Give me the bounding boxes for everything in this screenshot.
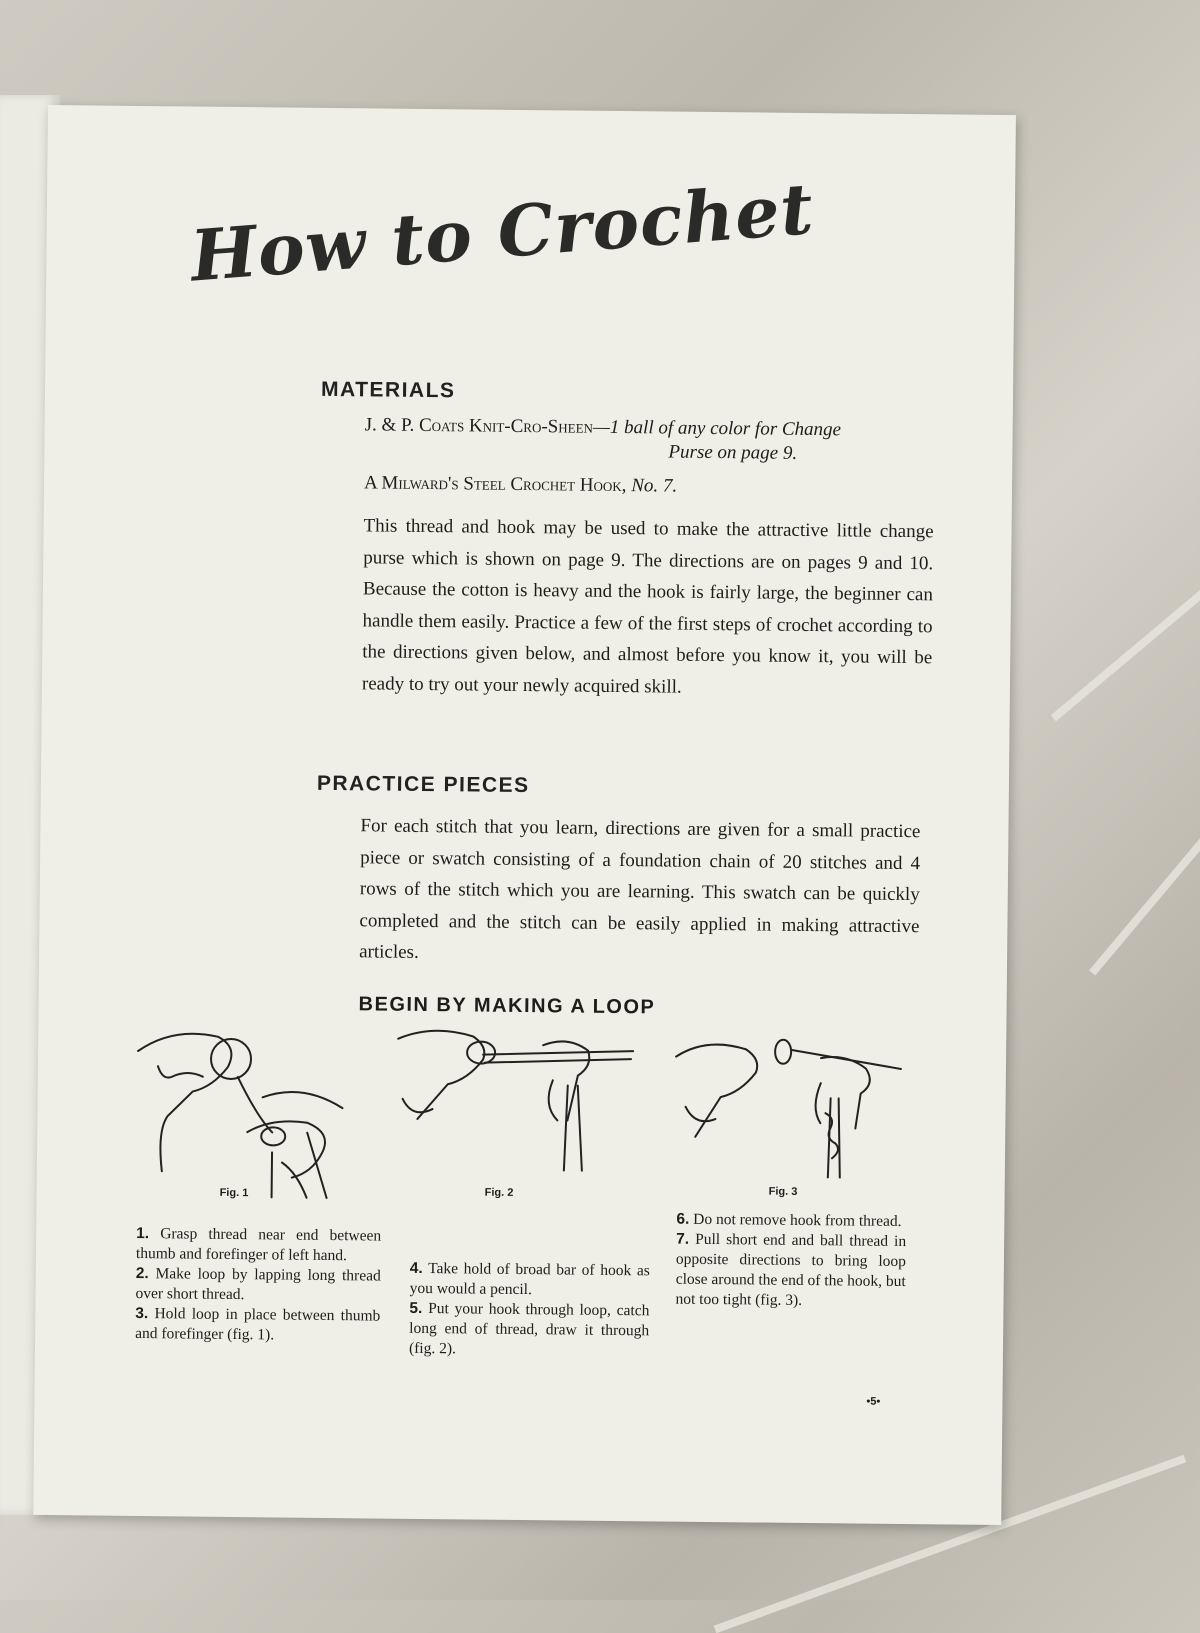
practice-paragraph: For each stitch that you learn, directions are given for a small practice piece or swatch consisting of a foundation chain of 20 stitches and 4 rows of the stitch which you are learning. This swatch can be quickly completed and the stitch can be easily applied in making attractive articles.	[359, 815, 921, 963]
step-text: Hold loop in place between thumb and forefinger (fig. 1).	[135, 1305, 381, 1344]
fig-3-label: Fig. 3	[768, 1185, 798, 1198]
thread-brand: J. & P. Coats Knit-Cro-Sheen	[364, 414, 594, 438]
fig-2-illustration	[392, 1024, 639, 1177]
steps-column-2	[409, 1259, 650, 1362]
step-3	[135, 1304, 380, 1347]
floor-tile-seam	[1051, 587, 1200, 722]
page-title: How to Crochet	[187, 166, 817, 298]
fig-1-illustration	[132, 1021, 364, 1203]
thread-description-cont: Purse on page 9.	[668, 441, 798, 464]
practice-heading: PRACTICE PIECES	[316, 771, 530, 798]
fig-3-illustration	[670, 1027, 907, 1179]
step-4	[410, 1259, 650, 1302]
step-number: 5.	[409, 1299, 423, 1317]
step-number: 6.	[676, 1210, 690, 1228]
loop-heading: BEGIN BY MAKING A LOOP	[358, 993, 656, 1019]
materials-heading: MATERIALS	[320, 377, 456, 403]
page-number: •5•	[866, 1395, 881, 1408]
step-text: Put your hook through loop, catch long end of thread, draw it through (fig. 2).	[408, 1300, 650, 1358]
step-text: Do not remove hook from thread.	[693, 1210, 902, 1230]
step-text: Pull short end and ball thread in opposite directions to bring loop close around the end of the hook, but not too tight (fig. 3).	[675, 1230, 907, 1309]
step-text: Make loop by lapping long thread over short thread.	[135, 1265, 381, 1304]
hook-brand: A Milward's Steel Crochet Hook,	[363, 472, 627, 497]
steps-column-3	[675, 1210, 906, 1312]
thread-description: —1 ball of any color for Change	[592, 416, 842, 441]
floor-tile-seam	[1089, 832, 1200, 975]
step-text: Grasp thread near end between thumb and forefinger of left hand.	[135, 1225, 382, 1265]
step-1	[136, 1224, 381, 1267]
step-6	[676, 1210, 906, 1232]
step-number: 1.	[136, 1224, 150, 1243]
step-number: 4.	[409, 1259, 423, 1277]
step-number: 3.	[135, 1304, 149, 1323]
materials-paragraph: This thread and hook may be used to make the attractive little change purse which is shown on page 9. The directions are on pages 9 and 10. Because the cotton is heavy and the hook is fairly large, the beginner can handle them easily. Practice a few of the first steps of crochet according to the directions given below, and almost before you know it, you will be ready to try out your newly acquired skill.	[361, 515, 934, 698]
materials-hook-line	[364, 472, 677, 497]
hook-size: No. 7.	[631, 475, 678, 497]
fig-1-label: Fig. 1	[219, 1186, 249, 1200]
step-5	[409, 1299, 650, 1362]
step-number: 7.	[676, 1230, 690, 1248]
step-7	[675, 1230, 906, 1312]
fig-2-label: Fig. 2	[484, 1186, 514, 1199]
booklet-page	[33, 105, 1016, 1525]
steps-column-1	[135, 1224, 381, 1347]
step-2	[135, 1264, 380, 1307]
step-text: Take hold of broad bar of hook as you would a pencil.	[409, 1260, 650, 1299]
materials-thread-line	[365, 414, 842, 441]
step-number: 2.	[135, 1264, 149, 1283]
